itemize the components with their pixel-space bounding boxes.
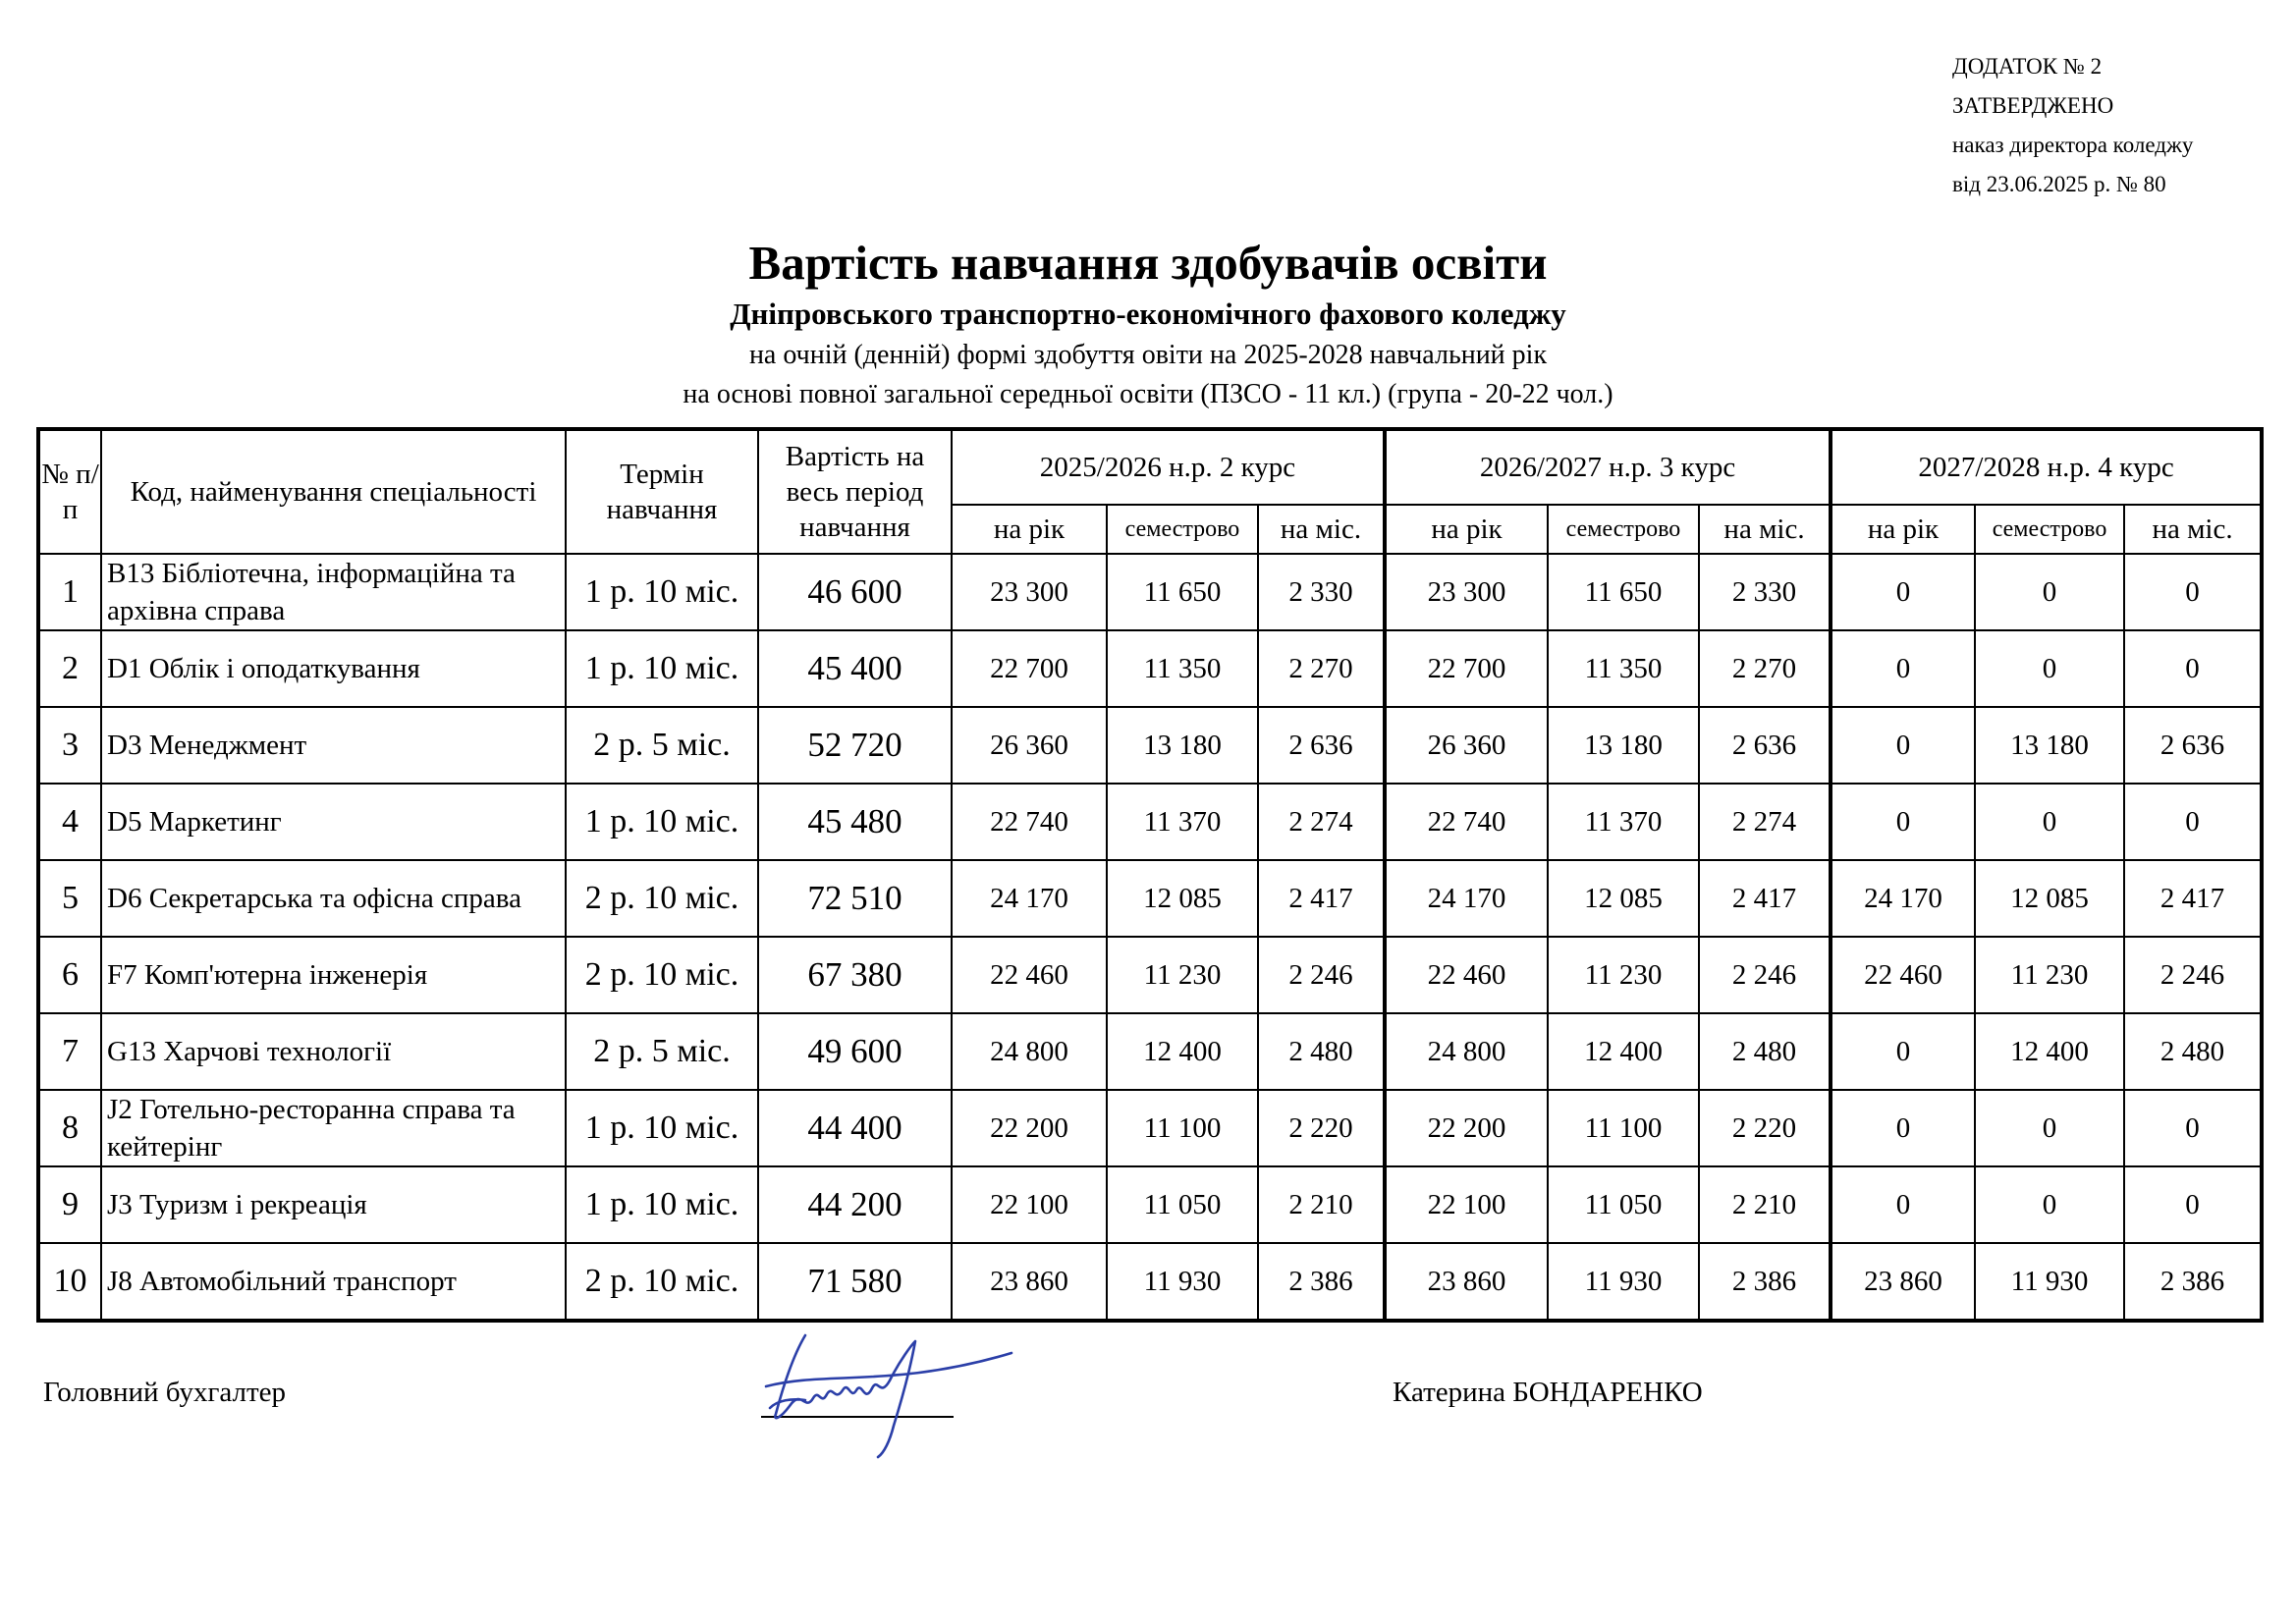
header-per-semester: семестрово — [1107, 505, 1258, 554]
specialty-name: D1 Облік і оподаткування — [101, 630, 566, 707]
chief-accountant-label: Головний бухгалтер — [43, 1377, 286, 1408]
accountant-name: Катерина БОНДАРЕНКО — [1393, 1377, 1703, 1408]
header-per-year: на рік — [952, 505, 1107, 554]
cost-per-year-y3: 23 860 — [1831, 1243, 1975, 1321]
table-body — [38, 554, 2262, 1321]
cost-per-year-y2: 22 700 — [1385, 630, 1548, 707]
table-row — [38, 1013, 2262, 1090]
table-row — [38, 1166, 2262, 1243]
table-row — [38, 937, 2262, 1013]
row-number: 2 — [38, 630, 101, 707]
cost-per-year-y2: 24 170 — [1385, 860, 1548, 937]
cost-per-year-y3: 0 — [1831, 784, 1975, 860]
total-cost: 46 600 — [758, 554, 952, 630]
study-term: 2 р. 10 міс. — [566, 860, 758, 937]
study-term: 2 р. 10 міс. — [566, 1243, 758, 1321]
study-form-line: на очній (денній) формі здобуття овіти на 2025-2028 навчальний рік — [748, 340, 1548, 370]
total-cost: 49 600 — [758, 1013, 952, 1090]
cost-per-year-y2: 23 860 — [1385, 1243, 1548, 1321]
cost-per-semester-y1: 11 650 — [1107, 554, 1258, 630]
specialty-name: D3 Менеджмент — [101, 707, 566, 784]
cost-per-year-y3: 0 — [1831, 1166, 1975, 1243]
study-term: 1 р. 10 міс. — [566, 1090, 758, 1166]
header-per-year: на рік — [1385, 505, 1548, 554]
cost-per-semester-y1: 13 180 — [1107, 707, 1258, 784]
cost-per-semester-y1: 11 230 — [1107, 937, 1258, 1013]
cost-per-year-y3: 0 — [1831, 1090, 1975, 1166]
cost-per-semester-y1: 12 085 — [1107, 860, 1258, 937]
total-cost: 67 380 — [758, 937, 952, 1013]
total-cost: 52 720 — [758, 707, 952, 784]
row-number: 3 — [38, 707, 101, 784]
cost-per-year-y1: 23 860 — [952, 1243, 1107, 1321]
header-year-2027: 2027/2028 н.р. 4 курс — [1831, 429, 2262, 505]
cost-per-semester-y1: 11 100 — [1107, 1090, 1258, 1166]
row-number: 5 — [38, 860, 101, 937]
college-name: Дніпровського транспортно-економічного фахового коледжу — [730, 297, 1566, 331]
specialty-name: D5 Маркетинг — [101, 784, 566, 860]
cost-per-year-y1: 24 800 — [952, 1013, 1107, 1090]
header-term: Термін навчання — [566, 429, 758, 554]
education-basis-line: на основі повної загальної середньої освіти (ПЗСО - 11 кл.) (група - 20-22 чол.) — [683, 379, 1613, 409]
cost-per-year-y1: 22 740 — [952, 784, 1107, 860]
cost-per-year-y1: 23 300 — [952, 554, 1107, 630]
cost-per-month-y2: 2 480 — [1699, 1013, 1831, 1090]
cost-per-year-y2: 23 300 — [1385, 554, 1548, 630]
cost-per-month-y1: 2 274 — [1258, 784, 1385, 860]
study-term: 1 р. 10 міс. — [566, 784, 758, 860]
study-term: 2 р. 5 міс. — [566, 1013, 758, 1090]
approval-line-approved: ЗАТВЕРДЖЕНО — [1952, 93, 2114, 118]
header-per-month: на міс. — [1258, 505, 1385, 554]
cost-per-semester-y3: 0 — [1975, 1166, 2124, 1243]
row-number: 8 — [38, 1090, 101, 1166]
approval-block — [1952, 47, 2193, 204]
cost-per-month-y2: 2 246 — [1699, 937, 1831, 1013]
cost-per-month-y2: 2 220 — [1699, 1090, 1831, 1166]
total-cost: 45 400 — [758, 630, 952, 707]
cost-per-month-y3: 2 246 — [2124, 937, 2262, 1013]
cost-per-semester-y2: 11 100 — [1548, 1090, 1699, 1166]
cost-per-semester-y2: 12 400 — [1548, 1013, 1699, 1090]
table-row — [38, 784, 2262, 860]
cost-per-year-y3: 0 — [1831, 1013, 1975, 1090]
cost-per-year-y2: 22 460 — [1385, 937, 1548, 1013]
cost-per-semester-y2: 11 230 — [1548, 937, 1699, 1013]
table-row — [38, 1090, 2262, 1166]
cost-per-month-y1: 2 246 — [1258, 937, 1385, 1013]
cost-per-month-y1: 2 417 — [1258, 860, 1385, 937]
cost-per-year-y1: 22 700 — [952, 630, 1107, 707]
cost-per-year-y1: 22 200 — [952, 1090, 1107, 1166]
study-term: 2 р. 10 міс. — [566, 937, 758, 1013]
cost-per-year-y2: 22 740 — [1385, 784, 1548, 860]
cost-per-month-y3: 2 480 — [2124, 1013, 2262, 1090]
cost-per-month-y2: 2 386 — [1699, 1243, 1831, 1321]
approval-line-date: від 23.06.2025 р. № 80 — [1952, 172, 2166, 196]
header-per-month: на міс. — [1699, 505, 1831, 554]
total-cost: 72 510 — [758, 860, 952, 937]
cost-per-month-y3: 2 636 — [2124, 707, 2262, 784]
cost-per-month-y2: 2 330 — [1699, 554, 1831, 630]
cost-per-month-y1: 2 386 — [1258, 1243, 1385, 1321]
cost-per-semester-y2: 11 050 — [1548, 1166, 1699, 1243]
cost-per-month-y3: 0 — [2124, 784, 2262, 860]
specialty-name: D6 Секретарська та офісна справа — [101, 860, 566, 937]
cost-per-month-y3: 0 — [2124, 1090, 2262, 1166]
total-cost: 45 480 — [758, 784, 952, 860]
cost-per-month-y1: 2 220 — [1258, 1090, 1385, 1166]
header-per-semester: семестрово — [1975, 505, 2124, 554]
cost-per-semester-y1: 12 400 — [1107, 1013, 1258, 1090]
specialty-name: F7 Комп'ютерна інженерія — [101, 937, 566, 1013]
specialty-name: J2 Готельно-ресторанна справа та кейтерінг — [101, 1090, 566, 1166]
total-cost: 71 580 — [758, 1243, 952, 1321]
study-term: 1 р. 10 міс. — [566, 630, 758, 707]
cost-per-month-y1: 2 270 — [1258, 630, 1385, 707]
cost-per-month-y3: 0 — [2124, 630, 2262, 707]
cost-per-month-y2: 2 417 — [1699, 860, 1831, 937]
table-row — [38, 630, 2262, 707]
cost-per-semester-y1: 11 930 — [1107, 1243, 1258, 1321]
cost-per-semester-y3: 0 — [1975, 554, 2124, 630]
specialty-name: B13 Бібліотечна, інформаційна та архівна справа — [101, 554, 566, 630]
cost-per-year-y2: 22 100 — [1385, 1166, 1548, 1243]
header-year-2026: 2026/2027 н.р. 3 курс — [1385, 429, 1831, 505]
row-number: 9 — [38, 1166, 101, 1243]
table-row — [38, 707, 2262, 784]
cost-per-year-y2: 24 800 — [1385, 1013, 1548, 1090]
cost-per-month-y2: 2 274 — [1699, 784, 1831, 860]
row-number: 10 — [38, 1243, 101, 1321]
cost-per-semester-y3: 12 400 — [1975, 1013, 2124, 1090]
cost-per-semester-y1: 11 350 — [1107, 630, 1258, 707]
cost-per-month-y1: 2 210 — [1258, 1166, 1385, 1243]
approval-line-order: наказ директора коледжу — [1952, 133, 2194, 157]
cost-per-year-y2: 26 360 — [1385, 707, 1548, 784]
total-cost: 44 200 — [758, 1166, 952, 1243]
specialty-name: J3 Туризм і рекреація — [101, 1166, 566, 1243]
cost-per-semester-y1: 11 050 — [1107, 1166, 1258, 1243]
header-per-year: на рік — [1831, 505, 1975, 554]
approval-line-appendix: ДОДАТОК № 2 — [1952, 54, 2103, 79]
table-row — [38, 554, 2262, 630]
cost-per-month-y1: 2 636 — [1258, 707, 1385, 784]
cost-per-semester-y3: 0 — [1975, 1090, 2124, 1166]
table-header-row — [38, 429, 2262, 505]
study-term: 2 р. 5 міс. — [566, 707, 758, 784]
cost-per-year-y3: 24 170 — [1831, 860, 1975, 937]
table-row — [38, 1243, 2262, 1321]
row-number: 7 — [38, 1013, 101, 1090]
tuition-fees-table — [36, 427, 2264, 1323]
header-num: № п/п — [38, 429, 101, 554]
cost-per-month-y3: 2 386 — [2124, 1243, 2262, 1321]
cost-per-month-y1: 2 330 — [1258, 554, 1385, 630]
header-year-2025: 2025/2026 н.р. 2 курс — [952, 429, 1385, 505]
cost-per-month-y3: 0 — [2124, 1166, 2262, 1243]
cost-per-month-y2: 2 210 — [1699, 1166, 1831, 1243]
handwritten-signature — [746, 1316, 1061, 1463]
cost-per-year-y3: 0 — [1831, 554, 1975, 630]
cost-per-year-y3: 0 — [1831, 707, 1975, 784]
cost-per-semester-y2: 12 085 — [1548, 860, 1699, 937]
total-cost: 44 400 — [758, 1090, 952, 1166]
cost-per-semester-y2: 11 350 — [1548, 630, 1699, 707]
row-number: 1 — [38, 554, 101, 630]
cost-per-semester-y2: 11 370 — [1548, 784, 1699, 860]
cost-per-semester-y1: 11 370 — [1107, 784, 1258, 860]
row-number: 4 — [38, 784, 101, 860]
cost-per-year-y2: 22 200 — [1385, 1090, 1548, 1166]
cost-per-year-y3: 0 — [1831, 630, 1975, 707]
header-specialty: Код, найменування спеціальності — [101, 429, 566, 554]
cost-per-semester-y3: 12 085 — [1975, 860, 2124, 937]
study-term: 1 р. 10 міс. — [566, 1166, 758, 1243]
cost-per-year-y1: 26 360 — [952, 707, 1107, 784]
cost-per-semester-y3: 11 930 — [1975, 1243, 2124, 1321]
cost-per-year-y1: 24 170 — [952, 860, 1107, 937]
cost-per-semester-y3: 11 230 — [1975, 937, 2124, 1013]
cost-per-semester-y3: 13 180 — [1975, 707, 2124, 784]
cost-per-year-y1: 22 100 — [952, 1166, 1107, 1243]
header-per-month: на міс. — [2124, 505, 2262, 554]
cost-per-semester-y2: 11 930 — [1548, 1243, 1699, 1321]
row-number: 6 — [38, 937, 101, 1013]
cost-per-semester-y2: 13 180 — [1548, 707, 1699, 784]
cost-per-month-y2: 2 270 — [1699, 630, 1831, 707]
cost-per-semester-y2: 11 650 — [1548, 554, 1699, 630]
header-total-cost: Вартість на весь період навчання — [758, 429, 952, 554]
cost-per-year-y1: 22 460 — [952, 937, 1107, 1013]
specialty-name: J8 Автомобільний транспорт — [101, 1243, 566, 1321]
cost-per-semester-y3: 0 — [1975, 784, 2124, 860]
cost-per-semester-y3: 0 — [1975, 630, 2124, 707]
document-title: Вартість навчання здобувачів освіти — [748, 236, 1548, 290]
specialty-name: G13 Харчові технології — [101, 1013, 566, 1090]
cost-per-month-y2: 2 636 — [1699, 707, 1831, 784]
cost-per-month-y3: 0 — [2124, 554, 2262, 630]
study-term: 1 р. 10 міс. — [566, 554, 758, 630]
cost-per-month-y3: 2 417 — [2124, 860, 2262, 937]
cost-per-month-y1: 2 480 — [1258, 1013, 1385, 1090]
header-per-semester: семестрово — [1548, 505, 1699, 554]
cost-per-year-y3: 22 460 — [1831, 937, 1975, 1013]
table-row — [38, 860, 2262, 937]
